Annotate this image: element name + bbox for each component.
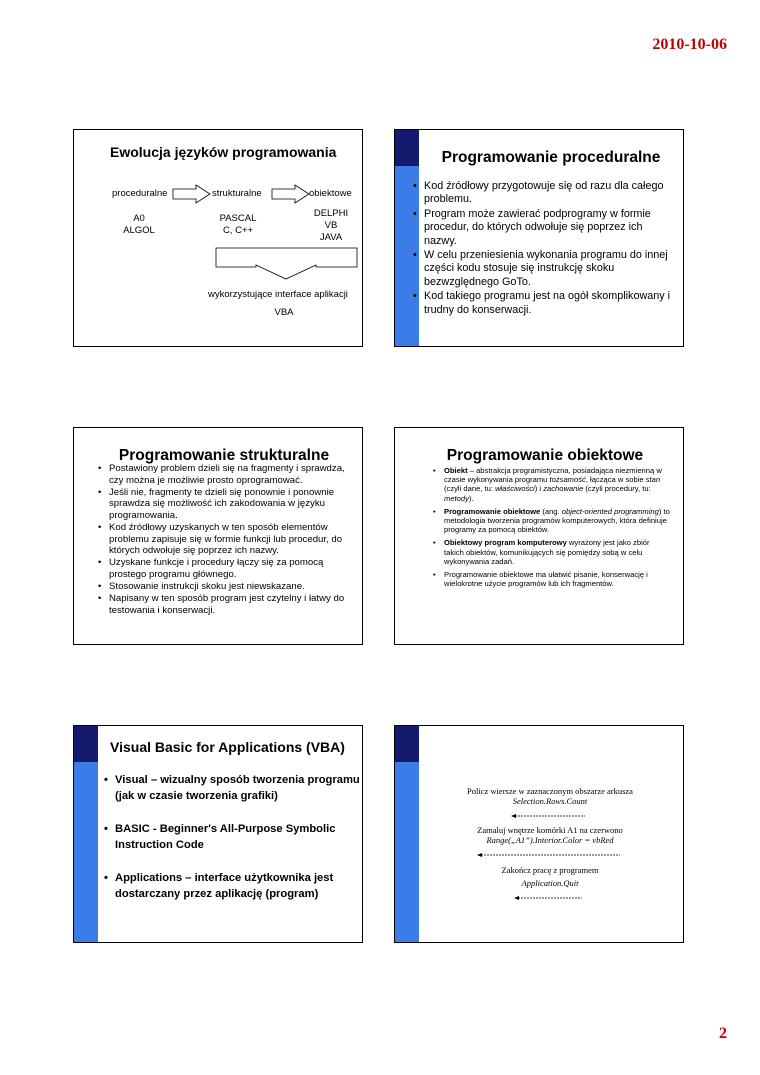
page-number: 2 xyxy=(719,1025,727,1042)
accent-bar-top xyxy=(395,726,419,762)
arrow-right-icon xyxy=(172,184,212,204)
stage-structural: strukturalne xyxy=(212,188,262,199)
accent-bar-top xyxy=(74,726,98,762)
list-item: • Jeśli nie, fragmenty te dzieli się ponownie i ponownie sprawdza się możliwość ich zakodowania w języku programowania. xyxy=(98,487,358,522)
dashed-arrow-icon xyxy=(460,895,640,901)
lang-algol: ALGOL xyxy=(123,225,155,236)
document-date: 2010-10-06 xyxy=(652,36,727,53)
lang-java: JAVA xyxy=(319,232,343,243)
bullet-list xyxy=(433,466,671,592)
example-code: Range(„A1”).Interior.Color = vbRed xyxy=(486,835,614,845)
example-code: Application.Quit xyxy=(521,878,579,888)
list-item: • Obiekt – abstrakcja programistyczna, posiadająca niezmienną w czasie wykonywania programu tożsamość, łącząca w sobie stan (czyli dane, tu: właściwości) i zachowanie (czyli procedury, tu: metody). xyxy=(433,466,671,503)
stage-object-oriented: obiektowe xyxy=(309,188,352,199)
accent-bar xyxy=(395,762,419,942)
slide-vba-examples xyxy=(394,725,684,943)
list-item: • Kod takiego programu jest na ogół skomplikowany i trudny do konserwacji. xyxy=(413,290,675,317)
slide-title: Ewolucja języków programowania xyxy=(110,144,337,160)
slide-title: Visual Basic for Applications (VBA) xyxy=(110,739,345,755)
slide-title: Programowanie obiektowe xyxy=(446,447,644,464)
list-item: • Visual – wizualny sposób tworzenia programu (jak w czasie tworzenia grafiki) xyxy=(104,773,363,804)
code-example xyxy=(435,825,665,863)
lang-a0: A0 xyxy=(133,213,145,224)
example-description: Zakończ pracę z programem xyxy=(501,865,599,875)
list-item: • Postawiony problem dzieli się na fragmenty i sprawdza, czy można je możliwie prosto oprogramować. xyxy=(98,463,358,486)
bottom-label: wykorzystujące interface aplikacji xyxy=(208,289,348,300)
example-code: Selection.Rows.Count xyxy=(512,796,588,806)
accent-bar xyxy=(74,762,98,942)
list-item: • Kod źródłowy przygotowuje się od razu dla całego problemu. xyxy=(413,180,675,207)
slide-title: Programowanie proceduralne xyxy=(441,149,661,166)
slide-title: Programowanie strukturalne xyxy=(118,447,330,464)
code-example xyxy=(435,786,665,824)
lang-vba: VBA xyxy=(274,307,294,318)
list-item: • Uzyskane funkcje i procedury łączy się za pomocą prostego programu głównego. xyxy=(98,557,358,580)
stage-procedural: proceduralne xyxy=(112,188,168,199)
lang-vb: VB xyxy=(324,220,338,231)
list-item: • Programowanie obiektowe ma ułatwić pisanie, konserwację i wielokrotne użycie programów lub ich fragmentów. xyxy=(433,570,671,588)
arrow-right-icon xyxy=(271,184,311,204)
list-item: • Napisany w ten sposób program jest czytelny i łatwy do testowania i konserwacji. xyxy=(98,593,358,616)
slide-procedural-programming xyxy=(394,129,684,347)
bullet-list xyxy=(413,180,675,318)
list-item: • Applications – interface użytkownika jest dostarczany przez aplikację (program) xyxy=(104,871,363,902)
list-item: • Kod źródłowy uzyskanych w ten sposób elementów problemu zapisuje się w formie funkcji lub procedur, do których odwołuje się poprzez ich nazwy. xyxy=(98,522,358,557)
slide-object-oriented-programming xyxy=(394,427,684,645)
slide-structured-programming xyxy=(73,427,363,645)
merge-arrow-icon xyxy=(212,245,362,283)
list-item: • Program może zawierać podprogramy w formie procedur, do których odwołuje się poprzez ich nazwy. xyxy=(413,208,675,248)
example-description: Policz wiersze w zaznaczonym obszarze arkusza xyxy=(467,786,633,796)
code-example xyxy=(435,865,665,906)
list-item: • BASIC - Beginner's All-Purpose Symbolic Instruction Code xyxy=(104,822,363,853)
slide-vba xyxy=(73,725,363,943)
list-item: • Obiektowy program komputerowy wyrażony jest jako zbiór takich obiektów, komunikujących się pomiędzy sobą w celu wykonywania zadań. xyxy=(433,538,671,566)
bullet-list xyxy=(104,773,363,920)
dashed-arrow-icon xyxy=(460,813,640,819)
dashed-arrow-icon xyxy=(460,852,640,858)
lang-pascal: PASCAL xyxy=(219,213,257,224)
lang-delphi: DELPHI xyxy=(313,208,349,219)
bullet-list xyxy=(98,463,358,617)
list-item: • W celu przeniesienia wykonania programu do innej części kodu stosuje się instrukcję skoku bezwzględnego GoTo. xyxy=(413,249,675,289)
list-item: • Programowanie obiektowe (ang. object-oriented programming) to metodologia tworzenia programów komputerowych, która definiuje programy za pomocą obiektów. xyxy=(433,507,671,535)
slide-language-evolution xyxy=(73,129,363,347)
list-item: • Stosowanie instrukcji skoku jest niewskazane. xyxy=(98,581,358,593)
example-description: Zamaluj wnętrze komórki A1 na czerwono xyxy=(477,825,623,835)
lang-c-cpp: C, C++ xyxy=(222,225,254,236)
accent-bar-top xyxy=(395,130,419,166)
